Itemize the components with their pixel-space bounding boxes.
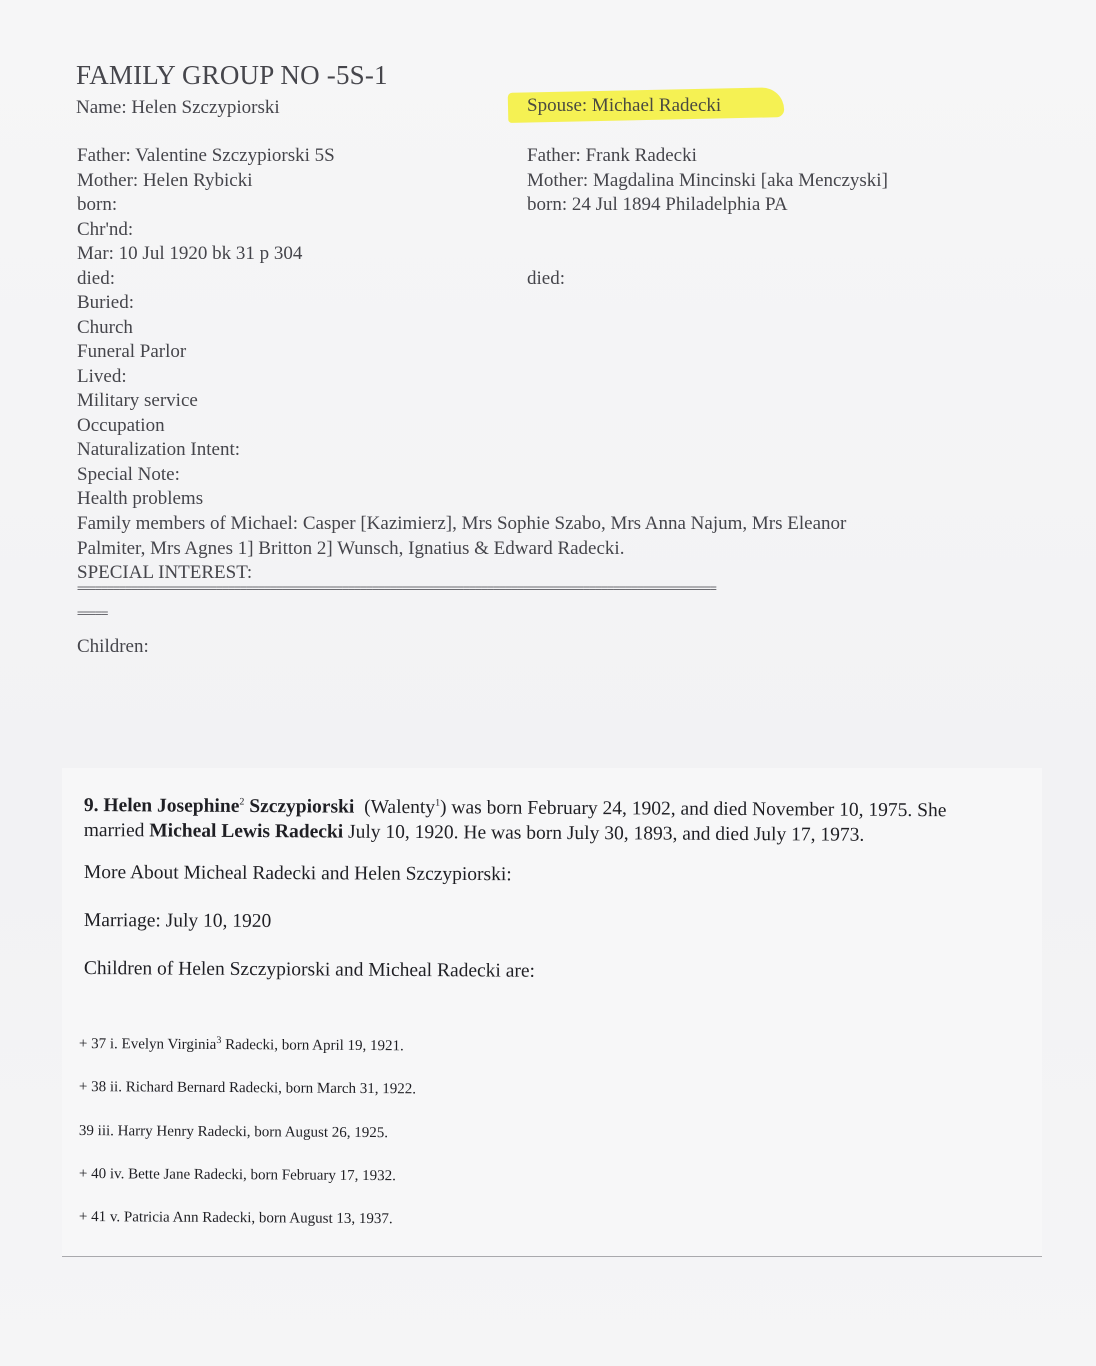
married-pre: married bbox=[83, 819, 145, 842]
spouse-full-name: Micheal Lewis Radecki bbox=[149, 820, 344, 843]
field-health-problems: Health problems bbox=[77, 488, 204, 509]
family-members-block bbox=[77, 512, 846, 586]
married-post: July 10, 1920. He was born July 30, 1893, and died July 17, 1973. bbox=[347, 821, 865, 846]
left-fields bbox=[77, 144, 335, 512]
field-christened: Chr'nd: bbox=[77, 218, 134, 240]
child-entry: + 38 ii. Richard Bernard Radecki, born March 31, 1922. bbox=[78, 1079, 417, 1098]
field-church: Church bbox=[77, 316, 133, 338]
father-generation-sup: 1 bbox=[435, 797, 441, 809]
child-entry: 39 iii. Harry Henry Radecki, born August 26, 1925. bbox=[78, 1123, 389, 1142]
field-funeral-parlor: Funeral Parlor bbox=[77, 341, 187, 362]
name-line: Name: Helen Szczypiorski bbox=[76, 97, 280, 118]
spouse-highlighted bbox=[508, 88, 722, 116]
spouse-mother: Mother: Magdalina Mincinski [aka Menczyski] bbox=[527, 169, 888, 191]
family-group-title: FAMILY GROUP NO -5S-1 bbox=[76, 60, 388, 90]
children-heading: Children of Helen Szczypiorski and Micheal Radecki are: bbox=[83, 958, 536, 982]
separator-rule: ========================================================================================================== bbox=[77, 581, 716, 595]
descendant-paragraph bbox=[84, 793, 1024, 849]
right-fields bbox=[527, 144, 888, 291]
spouse-father: Father: Frank Radecki bbox=[527, 145, 697, 166]
special-interest: SPECIAL INTEREST: bbox=[77, 562, 253, 583]
children-label: Children: bbox=[77, 636, 149, 657]
family-members-line-1: Family members of Michael: Casper [Kazimierz], Mrs Sophie Szabo, Mrs Anna Najum, Mrs Eleanor bbox=[77, 513, 847, 534]
generation-sup: 2 bbox=[239, 796, 245, 808]
field-buried: Buried: bbox=[77, 292, 134, 313]
child-entry: + 37 i. Evelyn Virginia$^3$ Radecki, born April 19, 1921. bbox=[78, 1034, 404, 1055]
field-naturalization: Naturalization Intent: bbox=[77, 439, 241, 460]
child-entry: + 40 iv. Bette Jane Radecki, born February 17, 1932. bbox=[78, 1166, 396, 1185]
descendant-number: 9. bbox=[83, 794, 99, 817]
father-name: (Walenty bbox=[364, 796, 436, 819]
field-lived: Lived: bbox=[77, 365, 127, 387]
spouse-line: Spouse: Michael Radecki bbox=[527, 95, 722, 116]
field-married: Mar: 10 Jul 1920 bk 31 p 304 bbox=[77, 243, 303, 264]
field-special-note: Special Note: bbox=[77, 463, 180, 485]
spouse-born: born: 24 Jul 1894 Philadelphia PA bbox=[527, 194, 788, 215]
field-occupation: Occupation bbox=[77, 414, 165, 436]
descendant-surname: Szczypiorski bbox=[249, 796, 355, 818]
field-born: born: bbox=[77, 194, 118, 215]
separator-rule-short: ===== bbox=[77, 606, 108, 620]
born-died-text: ) was born February 24, 1902, and died November 10, 1975. She bbox=[440, 797, 947, 822]
field-died: died: bbox=[77, 267, 115, 289]
field-military-service: Military service bbox=[77, 390, 198, 411]
marriage-line: Marriage: July 10, 1920 bbox=[83, 910, 272, 932]
more-about-heading: More About Micheal Radecki and Helen Szczypiorski: bbox=[83, 862, 512, 886]
descendant-name: Helen Josephine bbox=[103, 795, 240, 817]
child-entry: + 41 v. Patricia Ann Radecki, born August 13, 1937. bbox=[78, 1209, 393, 1228]
spouse-died: died: bbox=[527, 267, 565, 289]
field-mother: Mother: Helen Rybicki bbox=[77, 169, 253, 191]
family-members-line-2: Palmiter, Mrs Agnes 1] Britton 2] Wunsch, Ignatius & Edward Radecki. bbox=[77, 537, 625, 559]
field-father: Father: Valentine Szczypiorski 5S bbox=[77, 145, 335, 166]
